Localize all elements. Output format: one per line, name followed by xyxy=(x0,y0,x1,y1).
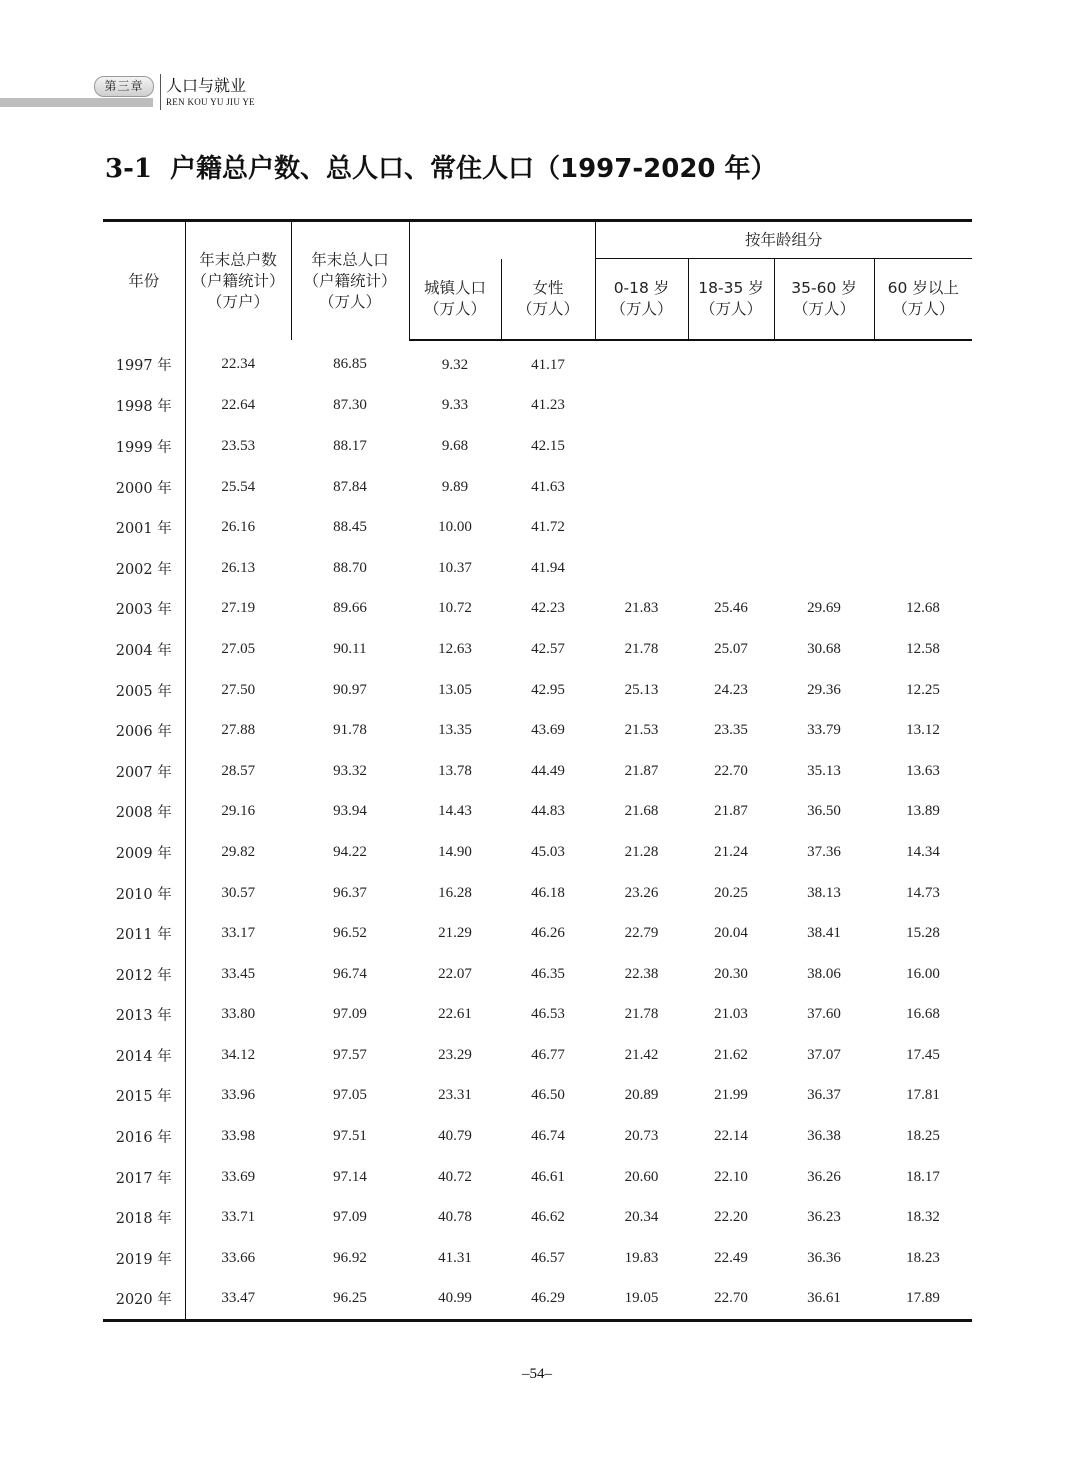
value-cell: 21.87 xyxy=(624,762,659,779)
year-cell: 2001 年 xyxy=(103,507,185,548)
value-cell: 37.07 xyxy=(807,1046,841,1063)
chapter-badge: 第三章 xyxy=(94,76,154,97)
value-cell: 37.60 xyxy=(807,1006,841,1023)
value-cell: 35.13 xyxy=(807,762,841,779)
value-cell: 46.50 xyxy=(531,1087,565,1104)
table-row xyxy=(103,792,972,833)
value-cell xyxy=(874,467,972,508)
value-cell: 33.98 xyxy=(221,1128,256,1145)
year-cell: 2005 年 xyxy=(103,670,185,711)
value-cell: 44.83 xyxy=(531,803,565,820)
value-cell: 21.62 xyxy=(714,1046,748,1063)
value-cell: 26.16 xyxy=(221,519,256,536)
year-cell: 2014 年 xyxy=(103,1035,185,1076)
value-cell xyxy=(774,507,874,548)
value-cell: 97.14 xyxy=(333,1168,367,1185)
value-cell: 40.78 xyxy=(438,1209,472,1226)
value-cell: 22.07 xyxy=(438,965,472,982)
value-cell: 41.63 xyxy=(531,478,565,495)
value-cell: 25.54 xyxy=(221,478,256,495)
value-cell: 13.35 xyxy=(438,722,472,739)
value-cell: 13.63 xyxy=(906,762,940,779)
value-cell: 23.53 xyxy=(221,437,256,454)
value-cell: 20.60 xyxy=(624,1168,659,1185)
value-cell: 33.47 xyxy=(185,1279,291,1321)
header-empty xyxy=(409,221,595,259)
value-cell: 27.50 xyxy=(221,681,256,698)
value-cell xyxy=(688,507,774,548)
value-cell: 9.68 xyxy=(441,437,469,454)
table-row xyxy=(103,1035,972,1076)
table-row xyxy=(103,1076,972,1117)
year-cell: 2020 年 xyxy=(103,1279,185,1321)
year-cell: 1999 年 xyxy=(103,426,185,467)
value-cell: 29.82 xyxy=(221,843,256,860)
value-cell: 27.88 xyxy=(221,722,256,739)
value-cell: 41.72 xyxy=(531,519,565,536)
value-cell: 87.30 xyxy=(333,397,367,414)
value-cell xyxy=(688,426,774,467)
value-cell: 20.30 xyxy=(714,965,748,982)
value-cell: 36.36 xyxy=(807,1249,841,1266)
value-cell: 41.17 xyxy=(531,356,565,373)
year-cell: 2010 年 xyxy=(103,873,185,914)
value-cell: 21.03 xyxy=(714,1006,748,1023)
value-cell: 30.68 xyxy=(807,640,841,657)
value-cell: 20.34 xyxy=(624,1209,659,1226)
value-cell: 93.94 xyxy=(333,803,367,820)
running-header xyxy=(0,70,1074,112)
value-cell: 22.34 xyxy=(221,356,256,373)
table-row xyxy=(103,386,972,427)
table-row xyxy=(103,1197,972,1238)
value-cell: 22.38 xyxy=(624,965,659,982)
value-cell: 27.05 xyxy=(221,640,256,657)
value-cell: 10.00 xyxy=(438,519,472,536)
value-cell: 17.81 xyxy=(906,1087,940,1104)
value-cell: 33.71 xyxy=(221,1209,256,1226)
value-cell: 17.89 xyxy=(874,1279,972,1321)
value-cell: 25.13 xyxy=(624,681,659,698)
value-cell: 13.12 xyxy=(906,722,940,739)
value-cell xyxy=(595,507,688,548)
value-cell: 22.70 xyxy=(714,762,748,779)
value-cell: 38.13 xyxy=(807,884,841,901)
value-cell: 16.68 xyxy=(906,1006,940,1023)
year-cell: 1998 年 xyxy=(103,386,185,427)
value-cell: 29.16 xyxy=(221,803,256,820)
value-cell: 23.26 xyxy=(624,884,659,901)
table-number: 3-1 xyxy=(105,154,152,184)
value-cell: 46.62 xyxy=(531,1209,565,1226)
value-cell: 23.31 xyxy=(438,1087,472,1104)
value-cell: 46.77 xyxy=(531,1046,565,1063)
value-cell: 40.99 xyxy=(409,1279,501,1321)
table-row xyxy=(103,1279,972,1321)
value-cell: 21.78 xyxy=(624,1006,659,1023)
value-cell: 18.17 xyxy=(906,1168,940,1185)
value-cell: 22.79 xyxy=(624,925,659,942)
value-cell: 30.57 xyxy=(221,884,256,901)
value-cell: 21.78 xyxy=(624,640,659,657)
value-cell: 36.61 xyxy=(774,1279,874,1321)
value-cell: 46.53 xyxy=(531,1006,565,1023)
header-age-35-60: 35-60 岁 （万人） xyxy=(774,259,874,341)
table-row xyxy=(103,832,972,873)
value-cell: 20.04 xyxy=(714,925,748,942)
value-cell: 18.23 xyxy=(906,1249,940,1266)
value-cell: 96.25 xyxy=(291,1279,409,1321)
value-cell: 42.95 xyxy=(531,681,565,698)
value-cell xyxy=(688,340,774,386)
value-cell: 20.89 xyxy=(624,1087,659,1104)
value-cell: 33.45 xyxy=(221,965,256,982)
table-row xyxy=(103,710,972,751)
value-cell: 91.78 xyxy=(333,722,367,739)
value-cell: 9.89 xyxy=(441,478,469,495)
value-cell xyxy=(688,467,774,508)
year-cell: 2009 年 xyxy=(103,832,185,873)
value-cell: 9.32 xyxy=(441,356,469,373)
value-cell: 21.99 xyxy=(714,1087,748,1104)
value-cell xyxy=(774,548,874,589)
value-cell: 41.23 xyxy=(531,397,565,414)
value-cell xyxy=(688,386,774,427)
value-cell: 46.74 xyxy=(531,1128,565,1145)
value-cell: 18.32 xyxy=(906,1209,940,1226)
value-cell: 22.49 xyxy=(714,1249,748,1266)
year-cell: 2018 年 xyxy=(103,1197,185,1238)
value-cell: 87.84 xyxy=(333,478,367,495)
value-cell: 21.68 xyxy=(624,803,659,820)
value-cell: 33.80 xyxy=(221,1006,256,1023)
value-cell: 25.07 xyxy=(714,640,748,657)
value-cell: 38.41 xyxy=(807,925,841,942)
value-cell: 28.57 xyxy=(221,762,256,779)
value-cell: 97.09 xyxy=(333,1209,367,1226)
year-cell: 2002 年 xyxy=(103,548,185,589)
table-row xyxy=(103,873,972,914)
value-cell: 10.72 xyxy=(438,600,472,617)
value-cell: 97.09 xyxy=(333,1006,367,1023)
value-cell xyxy=(595,548,688,589)
value-cell xyxy=(874,507,972,548)
table-title: 户籍总户数、总人口、常住人口（1997-2020 年） xyxy=(169,154,777,184)
value-cell: 36.38 xyxy=(807,1128,841,1145)
value-cell: 15.28 xyxy=(906,925,940,942)
value-cell: 33.96 xyxy=(221,1087,256,1104)
value-cell xyxy=(874,340,972,386)
value-cell: 21.24 xyxy=(714,843,748,860)
value-cell xyxy=(595,340,688,386)
value-cell xyxy=(595,467,688,508)
value-cell: 24.23 xyxy=(714,681,748,698)
value-cell: 29.69 xyxy=(807,600,841,617)
value-cell: 13.78 xyxy=(438,762,472,779)
value-cell: 96.37 xyxy=(333,884,367,901)
value-cell: 97.51 xyxy=(333,1128,367,1145)
table-row xyxy=(103,751,972,792)
table-row xyxy=(103,670,972,711)
value-cell: 21.83 xyxy=(624,600,659,617)
year-cell: 2006 年 xyxy=(103,710,185,751)
year-cell: 2008 年 xyxy=(103,792,185,833)
value-cell: 14.90 xyxy=(438,843,472,860)
value-cell: 12.63 xyxy=(438,640,472,657)
year-cell: 2012 年 xyxy=(103,954,185,995)
value-cell xyxy=(774,467,874,508)
value-cell xyxy=(774,386,874,427)
table-row xyxy=(103,913,972,954)
table-heading xyxy=(105,148,777,185)
chapter-title: 人口与就业 xyxy=(166,76,247,95)
value-cell: 36.37 xyxy=(807,1087,841,1104)
value-cell: 86.85 xyxy=(333,356,367,373)
value-cell xyxy=(595,426,688,467)
table-row xyxy=(103,1238,972,1279)
header-bar xyxy=(0,98,153,107)
value-cell: 33.69 xyxy=(221,1168,256,1185)
value-cell: 42.57 xyxy=(531,640,565,657)
value-cell: 40.79 xyxy=(438,1128,472,1145)
header-age-18-35: 18-35 岁 （万人） xyxy=(688,259,774,341)
value-cell: 46.26 xyxy=(531,925,565,942)
value-cell: 27.19 xyxy=(221,600,256,617)
table-body xyxy=(103,340,972,1321)
value-cell xyxy=(874,426,972,467)
header-divider xyxy=(160,74,161,110)
value-cell: 88.70 xyxy=(333,559,367,576)
year-cell: 2004 年 xyxy=(103,629,185,670)
value-cell: 43.69 xyxy=(531,722,565,739)
table-row xyxy=(103,954,972,995)
value-cell: 93.32 xyxy=(333,762,367,779)
value-cell xyxy=(774,340,874,386)
value-cell: 89.66 xyxy=(333,600,367,617)
value-cell: 38.06 xyxy=(807,965,841,982)
value-cell: 37.36 xyxy=(807,843,841,860)
value-cell: 25.46 xyxy=(714,600,748,617)
value-cell: 10.37 xyxy=(438,559,472,576)
year-cell: 2000 年 xyxy=(103,467,185,508)
table-row xyxy=(103,467,972,508)
value-cell: 22.14 xyxy=(714,1128,748,1145)
value-cell: 46.29 xyxy=(501,1279,595,1321)
value-cell: 96.52 xyxy=(333,925,367,942)
year-cell: 2007 年 xyxy=(103,751,185,792)
year-cell: 2017 年 xyxy=(103,1157,185,1198)
value-cell xyxy=(774,426,874,467)
value-cell: 34.12 xyxy=(221,1046,256,1063)
year-cell: 2011 年 xyxy=(103,913,185,954)
value-cell: 46.61 xyxy=(531,1168,565,1185)
value-cell: 36.23 xyxy=(807,1209,841,1226)
header-female: 女性 （万人） xyxy=(501,259,595,341)
value-cell: 26.13 xyxy=(221,559,256,576)
value-cell: 45.03 xyxy=(531,843,565,860)
value-cell xyxy=(595,386,688,427)
year-cell: 2015 年 xyxy=(103,1076,185,1117)
table-row xyxy=(103,340,972,386)
table-row xyxy=(103,507,972,548)
value-cell: 46.35 xyxy=(531,965,565,982)
value-cell: 41.94 xyxy=(531,559,565,576)
table-row xyxy=(103,629,972,670)
value-cell xyxy=(688,548,774,589)
value-cell: 97.57 xyxy=(333,1046,367,1063)
value-cell: 22.61 xyxy=(438,1006,472,1023)
value-cell: 90.11 xyxy=(333,640,367,657)
value-cell: 23.35 xyxy=(714,722,748,739)
header-age-group: 按年龄组分 xyxy=(595,221,972,259)
value-cell: 88.45 xyxy=(333,519,367,536)
chapter-subtitle: REN KOU YU JIU YE xyxy=(166,97,255,107)
value-cell: 18.25 xyxy=(906,1128,940,1145)
value-cell: 12.25 xyxy=(906,681,940,698)
table-row xyxy=(103,589,972,630)
table-row xyxy=(103,995,972,1036)
value-cell: 22.20 xyxy=(714,1209,748,1226)
value-cell: 9.33 xyxy=(441,397,469,414)
value-cell: 17.45 xyxy=(906,1046,940,1063)
statistics-table xyxy=(103,219,972,1322)
value-cell: 36.26 xyxy=(807,1168,841,1185)
header-year: 年份 xyxy=(128,271,160,290)
value-cell: 21.53 xyxy=(624,722,659,739)
value-cell: 21.87 xyxy=(714,803,748,820)
value-cell: 14.34 xyxy=(906,843,940,860)
table-row xyxy=(103,1157,972,1198)
header-age-60-plus: 60 岁以上 （万人） xyxy=(874,259,972,341)
value-cell: 33.17 xyxy=(221,925,256,942)
value-cell: 14.73 xyxy=(906,884,940,901)
value-cell: 12.58 xyxy=(906,640,940,657)
year-cell: 2019 年 xyxy=(103,1238,185,1279)
header-urban: 城镇人口 （万人） xyxy=(409,259,501,341)
value-cell: 42.23 xyxy=(531,600,565,617)
value-cell: 23.29 xyxy=(438,1046,472,1063)
value-cell: 21.28 xyxy=(624,843,659,860)
value-cell: 13.05 xyxy=(438,681,472,698)
value-cell: 21.42 xyxy=(624,1046,659,1063)
value-cell: 16.00 xyxy=(906,965,940,982)
year-cell: 2003 年 xyxy=(103,589,185,630)
value-cell: 29.36 xyxy=(807,681,841,698)
value-cell: 22.64 xyxy=(221,397,256,414)
table-row xyxy=(103,548,972,589)
value-cell: 96.92 xyxy=(333,1249,367,1266)
value-cell xyxy=(874,386,972,427)
value-cell: 12.68 xyxy=(906,600,940,617)
value-cell: 19.83 xyxy=(624,1249,659,1266)
value-cell: 40.72 xyxy=(438,1168,472,1185)
value-cell: 90.97 xyxy=(333,681,367,698)
value-cell: 20.25 xyxy=(714,884,748,901)
value-cell: 22.10 xyxy=(714,1168,748,1185)
value-cell: 33.79 xyxy=(807,722,841,739)
value-cell: 33.66 xyxy=(221,1249,256,1266)
value-cell: 21.29 xyxy=(438,925,472,942)
value-cell: 41.31 xyxy=(438,1249,472,1266)
table-row xyxy=(103,426,972,467)
value-cell: 46.57 xyxy=(531,1249,565,1266)
header-population: 年末总人口 （户籍统计） （万人） xyxy=(291,221,409,341)
value-cell: 20.73 xyxy=(624,1128,659,1145)
value-cell: 14.43 xyxy=(438,803,472,820)
value-cell: 94.22 xyxy=(333,843,367,860)
value-cell: 13.89 xyxy=(906,803,940,820)
value-cell: 42.15 xyxy=(531,437,565,454)
value-cell: 16.28 xyxy=(438,884,472,901)
value-cell: 96.74 xyxy=(333,965,367,982)
value-cell: 19.05 xyxy=(595,1279,688,1321)
year-cell: 1997 年 xyxy=(103,340,185,386)
value-cell: 88.17 xyxy=(333,437,367,454)
value-cell xyxy=(874,548,972,589)
table-row xyxy=(103,1116,972,1157)
value-cell: 46.18 xyxy=(531,884,565,901)
year-cell: 2016 年 xyxy=(103,1116,185,1157)
value-cell: 22.70 xyxy=(688,1279,774,1321)
page-number: –54– xyxy=(522,1366,552,1382)
header-households: 年末总户数 （户籍统计） （万户） xyxy=(185,221,291,341)
header-age-0-18: 0-18 岁 （万人） xyxy=(595,259,688,341)
value-cell: 44.49 xyxy=(531,762,565,779)
value-cell: 97.05 xyxy=(333,1087,367,1104)
year-cell: 2013 年 xyxy=(103,995,185,1036)
value-cell: 36.50 xyxy=(807,803,841,820)
